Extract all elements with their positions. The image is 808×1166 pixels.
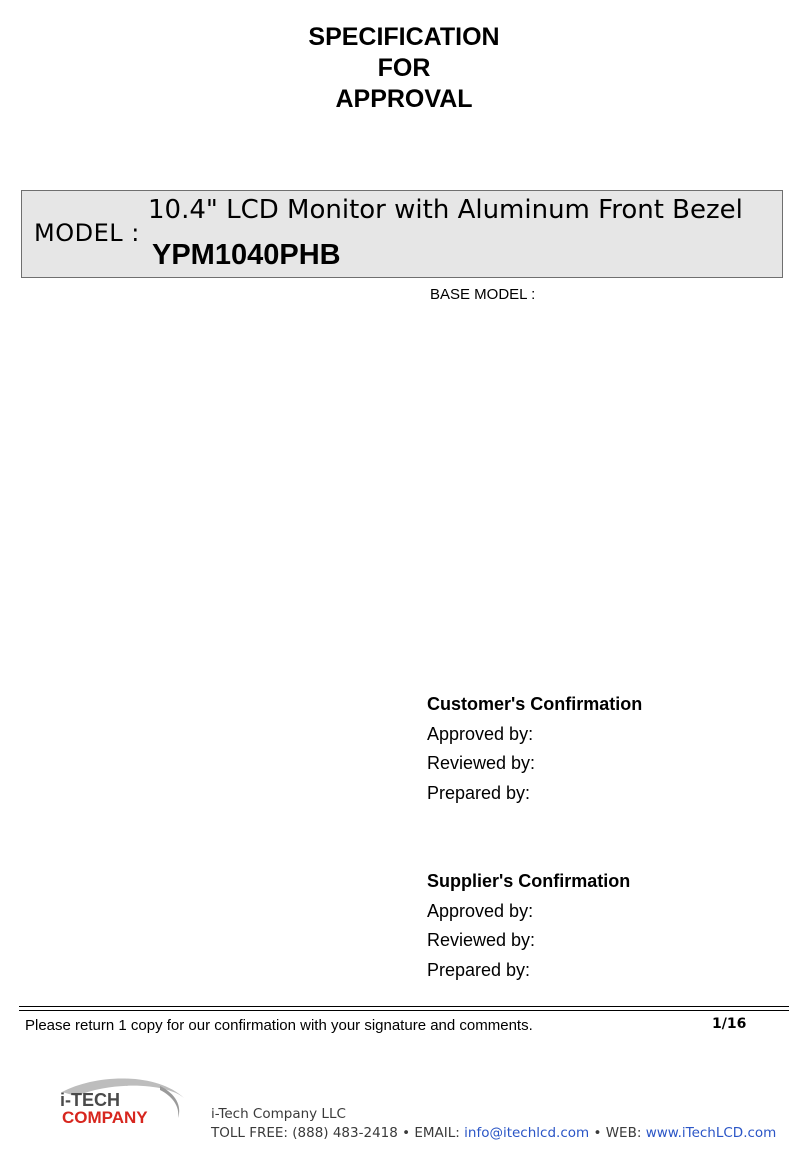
- supplier-confirmation-heading: Supplier's Confirmation: [427, 871, 631, 891]
- company-logo: [56, 1076, 186, 1134]
- supplier-confirmation: [427, 867, 630, 985]
- model-box: [21, 190, 783, 278]
- model-number: YPM1040PHB: [152, 239, 341, 271]
- model-description: 10.4" LCD Monitor with Aluminum Front Bezel: [148, 195, 743, 225]
- base-model-label: BASE MODEL :: [430, 286, 536, 303]
- company-name: i-Tech Company LLC: [211, 1106, 346, 1122]
- title-line-approval: APPROVAL: [335, 85, 473, 113]
- logo-company-text: COMPANY: [62, 1108, 148, 1127]
- toll-free-label: TOLL FREE: (888) 483-2418 • EMAIL:: [211, 1125, 465, 1141]
- title-line-specification: SPECIFICATION: [308, 23, 500, 51]
- company-info: [211, 1105, 776, 1143]
- web-link[interactable]: www.iTechLCD.com: [645, 1125, 777, 1141]
- customer-prepared-by: Prepared by:: [427, 782, 531, 803]
- footer-divider-bottom: [19, 1010, 789, 1011]
- logo-itech-text: i-TECH: [60, 1090, 120, 1110]
- page-number: 1/16: [712, 1016, 747, 1032]
- company-contact-line: [211, 1124, 776, 1143]
- supplier-reviewed-by: Reviewed by:: [427, 930, 536, 950]
- model-label: MODEL :: [34, 219, 140, 247]
- customer-confirmation-heading: Customer's Confirmation: [427, 694, 643, 714]
- email-link[interactable]: info@itechlcd.com: [464, 1125, 590, 1141]
- footer-divider-top: [19, 1006, 789, 1007]
- title-line-for: FOR: [377, 54, 431, 82]
- customer-reviewed-by: Reviewed by:: [427, 753, 536, 773]
- document-title: [0, 22, 808, 115]
- web-label: • WEB:: [589, 1125, 646, 1141]
- supplier-prepared-by: Prepared by:: [427, 959, 531, 980]
- supplier-approved-by: Approved by:: [427, 900, 534, 921]
- footer-note: Please return 1 copy for our confirmation with your signature and comments.: [25, 1017, 533, 1034]
- customer-confirmation: [427, 690, 642, 808]
- customer-approved-by: Approved by:: [427, 723, 534, 744]
